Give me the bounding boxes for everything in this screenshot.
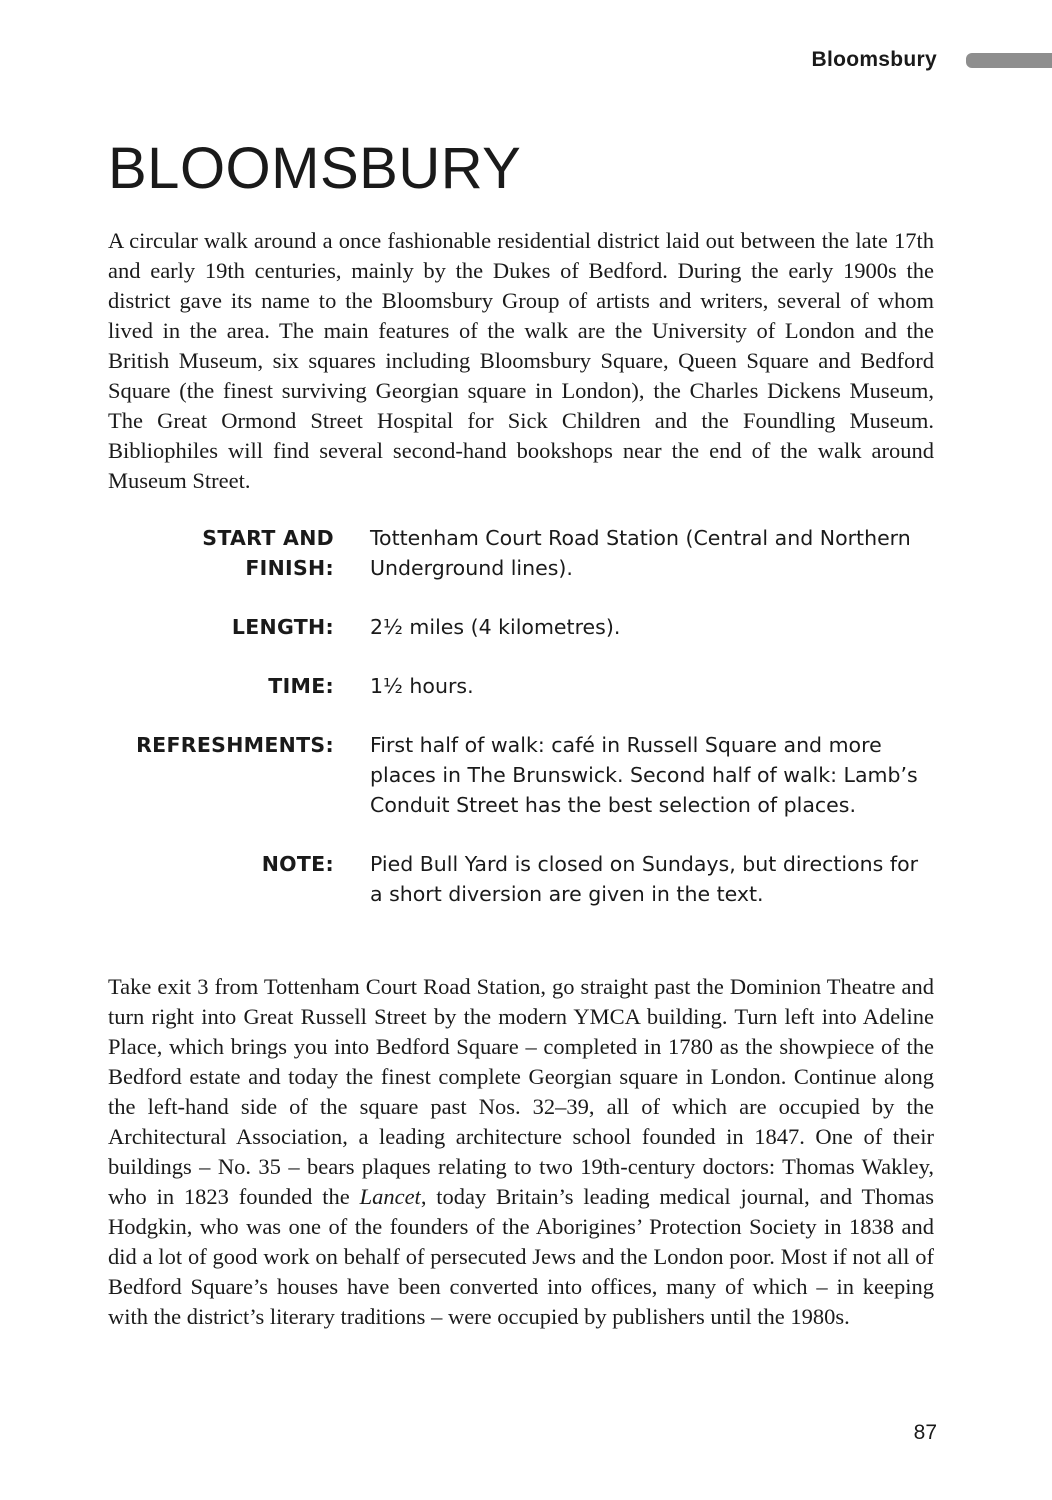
fact-value: First half of walk: café in Russell Square and more places in The Brunswick. Second half of walk: Lamb’s Conduit Street has the best selection of places.	[370, 733, 918, 817]
page-number: 87	[913, 1421, 937, 1444]
fact-refreshments	[108, 730, 934, 820]
fact-time	[108, 671, 934, 701]
fact-value: 2½ miles (4 kilometres).	[370, 615, 621, 639]
chapter-tab-marker	[966, 53, 1052, 68]
fact-label: TIME:	[268, 674, 334, 698]
body-paragraph	[108, 972, 934, 1332]
body-text-part: , today Britain’s leading medical journal, and Thomas Hodgkin, who was one of the founders of the Aborigines’ Protection Society in 1838 and did a lot of good work on behalf of persecuted Jews and the London poor. Most if not all of Bedford Square’s houses have been converted into offices, many of which – in keeping with the district’s literary traditions – were occupied by publishers until the 1980s.	[108, 1184, 935, 1329]
journal-title-italic: Lancet	[359, 1184, 421, 1209]
chapter-title: BLOOMSBURY	[108, 136, 522, 201]
body-text-part: Take exit 3 from Tottenham Court Road Station, go straight past the Dominion Theatre and turn right into Great Russell Street by the modern YMCA building. Turn left into Adeline Place, which brings you into Bedford Square – completed in 1780 as the showpiece of the Bedford estate and today the finest complete Georgian square in London. Continue along the left-hand side of the square past Nos. 32–39, all of which are occupied by the Architectural Association, a leading architecture school founded in 1847. One of their buildings – No. 35 – bears plaques relating to two 19th-century doctors: Thomas Wakley, who in 1823 founded the	[108, 974, 934, 1209]
fact-label: START AND FINISH:	[202, 526, 334, 580]
fact-label: LENGTH:	[231, 615, 334, 639]
fact-value: Tottenham Court Road Station (Central and Northern Underground lines).	[370, 526, 911, 580]
fact-length	[108, 612, 934, 642]
fact-label: REFRESHMENTS:	[136, 733, 334, 757]
fact-label: NOTE:	[261, 852, 334, 876]
fact-value: Pied Bull Yard is closed on Sundays, but directions for a short diversion are given in the text.	[370, 852, 919, 906]
fact-note	[108, 849, 934, 909]
fact-value: 1½ hours.	[370, 674, 474, 698]
running-head: Bloomsbury	[811, 48, 937, 71]
walk-facts	[108, 523, 934, 909]
fact-start-finish	[108, 523, 934, 583]
intro-paragraph: A circular walk around a once fashionable residential district laid out between the late 17th and early 19th centuries, mainly by the Dukes of Bedford. During the early 1900s the district gave its name to the Bloomsbury Group of artists and writers, several of whom lived in the area. The main features of the walk are the University of London and the British Museum, six squares including Bloomsbury Square, Queen Square and Bedford Square (the finest surviving Georgian square in London), the Charles Dickens Museum, The Great Ormond Street Hospital for Sick Children and the Foundling Museum. Bibliophiles will find several second-hand bookshops near the end of the walk around Museum Street.	[108, 228, 934, 493]
